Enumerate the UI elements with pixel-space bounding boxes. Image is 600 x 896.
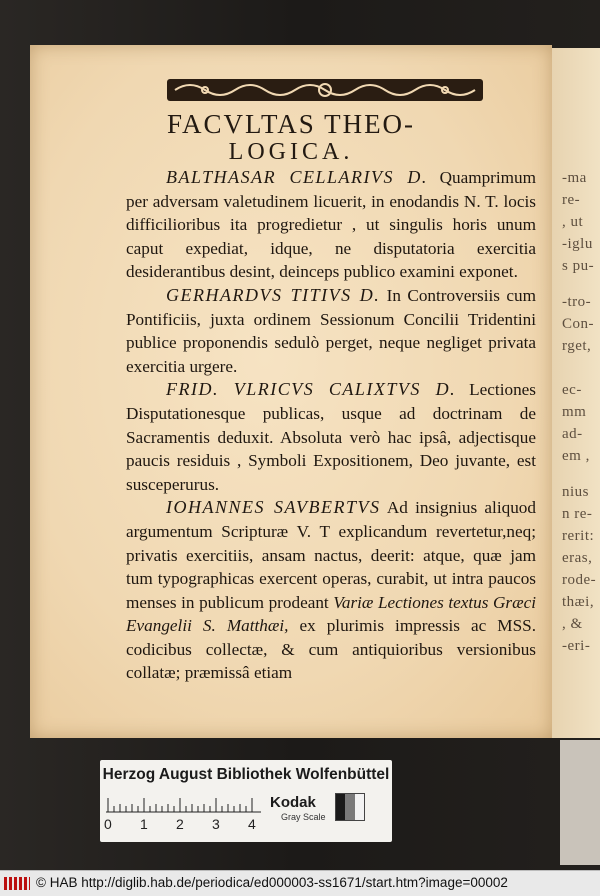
section-subheading: LOGICA. xyxy=(228,139,354,165)
entry-name: GERHARDVS TITIVS D. xyxy=(166,284,381,305)
entry-text: In Controversiis cum Pontificiis, juxta ordinem Sessionum Concilii Tridentini publice proponendis sedulò perget, neque negliget privata exercitia urgere. xyxy=(126,285,536,376)
hab-logo-icon xyxy=(4,877,30,890)
neighbor-fragment: -tro- xyxy=(562,294,592,310)
neighbor-page xyxy=(552,48,600,738)
neighbor-fragment: mm xyxy=(562,404,587,420)
ruler-number: 4 xyxy=(248,816,256,832)
entry-cellarius xyxy=(126,166,536,284)
neighbor-fragment: , & xyxy=(562,616,583,632)
library-scan-label xyxy=(100,760,392,842)
neighbor-fragment: Con- xyxy=(562,316,594,332)
document-page xyxy=(30,45,552,738)
neighbor-fragment: rerit: xyxy=(562,528,595,544)
footer-bar xyxy=(0,870,600,896)
neighbor-fragment: s pu- xyxy=(562,258,595,274)
entry-text: Quamprimum per adversam valetudinem licuerit, in enodandis N. T. locis difficilioribus ita progredietur , ut singulis horis unum caput expediat, idque, ne disputatoria exercitia desiderantibus desint, deinceps publico examini exponet. xyxy=(126,168,536,282)
kodak-logo: Kodak xyxy=(270,794,316,811)
neighbor-fragment: ad- xyxy=(562,426,583,442)
entry-name: BALTHASAR CELLARIVS D. xyxy=(166,167,428,187)
library-name: Herzog August Bibliothek Wolfenbüttel xyxy=(102,766,390,783)
ruler-number: 2 xyxy=(176,816,184,832)
ornament-headpiece xyxy=(165,75,485,105)
ruler-number: 0 xyxy=(104,816,112,832)
neighbor-fragment: em , xyxy=(562,448,590,464)
neighbor-fragment: eras, xyxy=(562,550,593,566)
entry-saubertus xyxy=(126,496,536,685)
adjacent-page-edge xyxy=(560,740,600,865)
neighbor-fragment: rode- xyxy=(562,572,597,588)
neighbor-fragment: -iglu xyxy=(562,236,593,252)
neighbor-fragment: n re- xyxy=(562,506,593,522)
neighbor-fragment: rget, xyxy=(562,338,592,354)
neighbor-fragment: -ma xyxy=(562,170,587,186)
ruler-number: 1 xyxy=(140,816,148,832)
ruler-scale xyxy=(106,794,266,814)
entry-titius xyxy=(126,284,536,378)
body-text xyxy=(126,166,536,685)
entry-name: FRID. VLRICVS CALIXTVS D. xyxy=(166,379,457,400)
section-heading: FACVLTAS THEO- xyxy=(166,109,416,139)
entry-calixtus xyxy=(126,378,536,496)
neighbor-fragment: ec- xyxy=(562,382,582,398)
footer-copyright-link[interactable]: © HAB http://diglib.hab.de/periodica/ed000003-ss1671/start.htm?image=00002 xyxy=(36,875,508,890)
gray-scale-label: Gray Scale xyxy=(281,812,326,822)
neighbor-fragment: nius xyxy=(562,484,590,500)
neighbor-fragment: , ut xyxy=(562,214,584,230)
entry-italic-title: Variæ Lectiones textus Græci Evangelii S. Matthæi, xyxy=(126,592,536,636)
entry-name: IOHANNES SAVBERTVS xyxy=(166,497,381,518)
neighbor-fragment: thæi, xyxy=(562,594,595,610)
neighbor-fragment: re- xyxy=(562,192,581,208)
ruler-numbers xyxy=(100,816,270,836)
entry-text: Lectiones Disputationesque publicas, usque ad doctrinam de Sacramentis deduxit. Absoluta verò hac ipsâ, adjectisque paucis residuis , Symboli Expositionem, Deo juvante, est susceperurus. xyxy=(126,380,536,494)
neighbor-fragment: -eri- xyxy=(562,638,591,654)
gray-scale-patches xyxy=(335,793,365,821)
ruler-number: 3 xyxy=(212,816,220,832)
entry-text: Ad insignius aliquod argumentum Scripturæ V. T explicandum revertetur,neq; privatis exercitiis, ansam nactus, deerit: atque, quæ jam tum typographicas exercent operas, curabit, ut intra paucos menses in publicum prodeant xyxy=(126,498,536,612)
entry-text-continued: ex plurimis impressis ac MSS. codicibus collectæ, & cum antiquioribus versionibus collatæ; præmissâ etiam xyxy=(126,616,536,683)
